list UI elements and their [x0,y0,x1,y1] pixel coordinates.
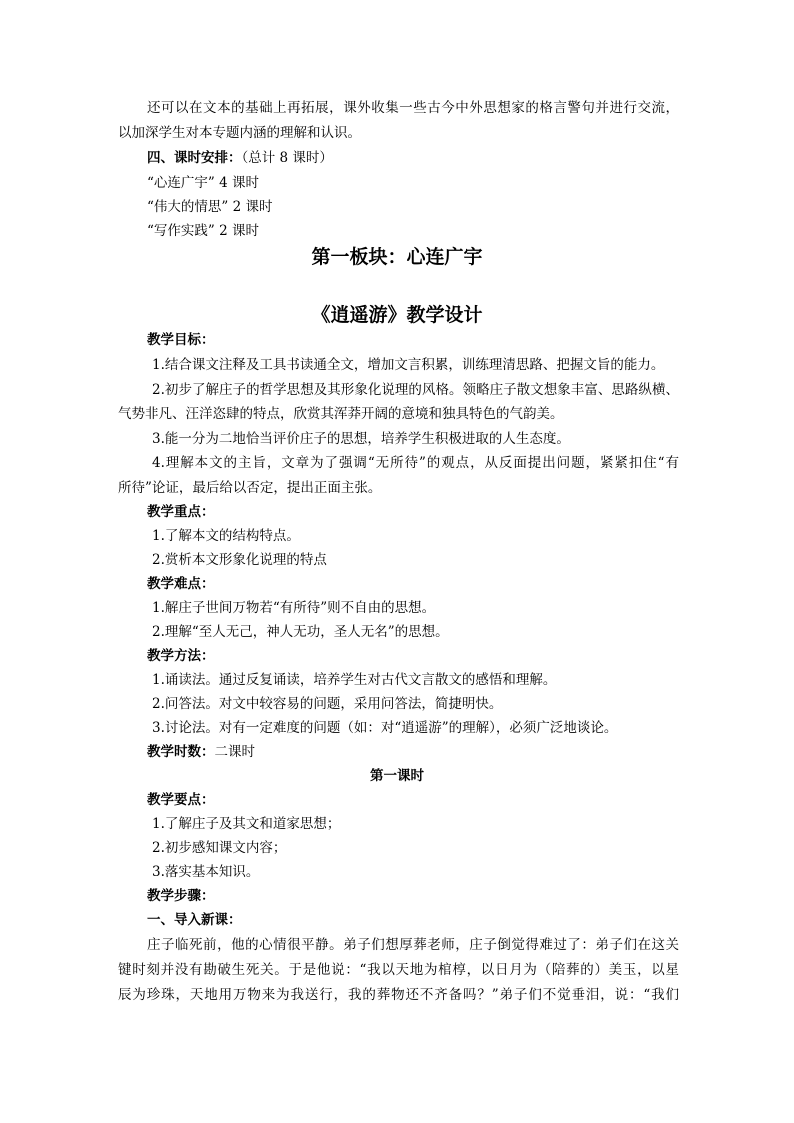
essentials-heading: 教学要点： [147,792,215,808]
step1-heading: 一、导入新课： [147,912,242,928]
steps-heading: 教学步骤： [147,888,215,904]
schedule-total: （总计 8 课时） [241,150,333,166]
paragraph-line-3: 辰为珍珠，天地用万物来为我送行，我的葬物还不齐备吗？”弟子们不觉垂泪，说：“我们 [118,987,679,1003]
schedule-item-1: “心连广宇” 4 课时 [147,175,259,191]
keypoint-item-1: 1.了解本文的结构特点。 [152,528,300,544]
keypoints-heading: 教学重点： [147,504,215,520]
essential-item-2: 2.初步感知课文内容； [152,840,287,856]
goal-item-1: 1.结合课文注释及工具书读通全文，增加文言积累，训练理清思路、把握文旨的能力。 [152,357,665,373]
lesson1-title: 第一课时 [370,768,424,784]
paragraph-line-2: 键时刻并没有勘破生死关。于是他说：“我以天地为棺椁，以日月为（陪葬的）美玉，以星 [118,962,679,978]
method-item-2: 2.问答法。对文中较容易的问题，采用问答法，简捷明快。 [152,696,503,712]
intro-line-2: 以加深学生对本专题内涵的理解和认识。 [118,125,361,141]
goal-item-2: 2.初步了解庄子的哲学思想及其形象化说理的风格。领略庄子散文想象丰富、思路纵横、 [152,382,679,398]
goal-item-4-cont: 所待”论证，最后给以否定，提出正面主张。 [118,480,382,496]
method-item-1: 1.诵读法。通过反复诵读，培养学生对古代文言散文的感悟和理解。 [152,672,557,688]
schedule-heading: 四、课时安排： [147,150,242,166]
schedule-item-2: “伟大的情思” 2 课时 [147,199,273,215]
difficulties-heading: 教学难点： [147,576,215,592]
intro-line-1: 还可以在文本的基础上再拓展，课外收集一些古今中外思想家的格言警句并进行交流， [147,100,679,116]
goal-item-4: 4.理解本文的主旨，文章为了强调“无所待”的观点，从反面提出问题，紧紧扣住“有 [152,455,679,471]
difficulty-item-1: 1.解庄子世间万物若“有所待”则不自由的思想。 [152,600,436,616]
essential-item-1: 1.了解庄子及其文和道家思想； [152,816,341,832]
block-title: 第一板块：心连广宇 [311,246,483,268]
schedule-item-3: “写作实践” 2 课时 [147,223,259,239]
hours-heading: 教学时数： [147,744,215,760]
goal-item-2-cont: 气势非凡、汪洋恣肆的特点，欣赏其浑莽开阔的意境和独具特色的气韵美。 [118,406,564,422]
essential-item-3: 3.落实基本知识。 [152,864,260,880]
goal-item-3: 3.能一分为二地恰当评价庄子的思想，培养学生积极进取的人生态度。 [152,431,570,447]
method-item-3: 3.讨论法。对有一定难度的问题（如：对“逍遥游”的理解），必须广泛地谈论。 [152,720,618,736]
difficulty-item-2: 2.理解“至人无己，神人无功，圣人无名”的思想。 [152,624,449,640]
goals-heading: 教学目标： [147,332,215,348]
keypoint-item-2: 2.赏析本文形象化说理的特点 [152,552,327,568]
hours-row [147,744,255,760]
design-title: 《逍遥游》教学设计 [311,304,483,326]
paragraph-line-1: 庄子临死前，他的心情很平静。弟子们想厚葬老师，庄子倒觉得难过了：弟子们在这关 [147,937,679,953]
hours-value: 二课时 [214,744,255,760]
methods-heading: 教学方法： [147,648,215,664]
schedule-heading-row [147,150,333,166]
